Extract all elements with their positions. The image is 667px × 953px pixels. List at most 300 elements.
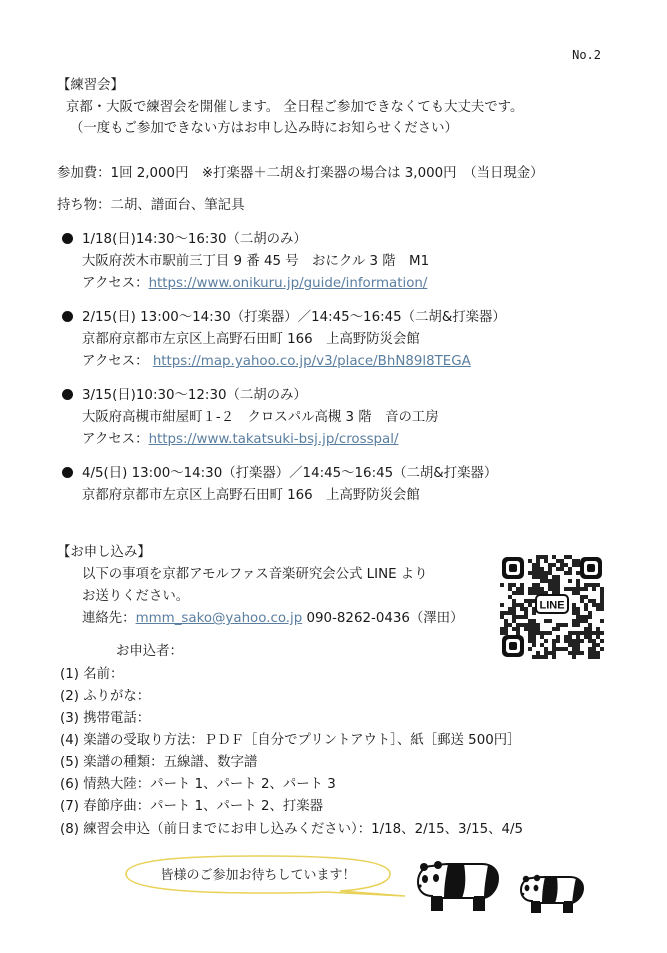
qr-module	[544, 571, 548, 575]
qr-module	[576, 619, 580, 623]
qr-module	[520, 603, 524, 607]
session-2-date: 2/15(日) 13:00～14:30（打楽器）／14:45～16:45（二胡&打楽器）	[82, 310, 506, 325]
qr-module	[532, 655, 536, 659]
session-2-access-link[interactable]: https://map.yahoo.co.jp/v3/place/BhN89l8TEGA	[152, 354, 471, 369]
qr-module	[576, 639, 580, 643]
qr-module	[552, 627, 556, 631]
qr-module	[588, 611, 592, 615]
qr-module	[560, 623, 564, 627]
qr-module	[596, 603, 600, 607]
qr-module	[552, 563, 556, 567]
qr-module	[508, 611, 512, 615]
qr-module	[588, 647, 592, 651]
qr-module	[564, 587, 568, 591]
qr-module	[532, 567, 536, 571]
qr-module	[580, 619, 584, 623]
qr-module	[588, 631, 592, 635]
qr-module	[532, 643, 536, 647]
qr-module	[544, 631, 548, 635]
qr-module	[596, 651, 600, 655]
session-1-access-link[interactable]: https://www.onikuru.jp/guide/information/	[148, 276, 428, 291]
qr-module	[600, 587, 604, 591]
contact-phone: 090-8262-0436（澤田）	[302, 611, 464, 626]
qr-module	[576, 607, 580, 611]
qr-module	[588, 627, 592, 631]
qr-module	[536, 587, 540, 591]
qr-module	[580, 639, 584, 643]
contact-email-link[interactable]: mmm_sako@yahoo.co.jp	[135, 611, 303, 626]
qr-module	[524, 611, 528, 615]
qr-module	[600, 599, 604, 603]
qr-module	[520, 587, 524, 591]
contact	[82, 607, 463, 626]
qr-module	[512, 627, 516, 631]
qr-module	[528, 635, 532, 639]
qr-module	[552, 575, 556, 579]
qr-module	[540, 575, 544, 579]
qr-module	[584, 587, 588, 591]
qr-module	[572, 651, 576, 655]
qr-module	[500, 615, 504, 619]
qr-module	[552, 647, 556, 651]
qr-module	[564, 635, 568, 639]
qr-module	[536, 563, 540, 567]
qr-module	[524, 615, 528, 619]
qr-module	[572, 587, 576, 591]
participation-fee: 参加費：1回 2,000円 ※打楽器＋二胡＆打楽器の場合は 3,000円 （当日現金）	[57, 166, 544, 181]
qr-module	[540, 579, 544, 583]
qr-module	[584, 619, 588, 623]
session-4-address: 京都府京都市左京区上高野石田町 166 上高野防災会館	[82, 488, 420, 503]
session-2-address: 京都府京都市左京区上高野石田町 166 上高野防災会館	[82, 332, 420, 347]
application-line-1: 以下の事項を京都アモルファス音楽研究会公式 LINE より	[82, 567, 428, 582]
callout-bubble	[120, 852, 420, 898]
qr-module	[536, 559, 540, 563]
qr-module	[588, 651, 592, 655]
qr-module	[584, 635, 588, 639]
qr-module	[504, 611, 508, 615]
qr-module	[512, 599, 516, 603]
qr-module	[576, 623, 580, 627]
qr-module	[592, 651, 596, 655]
items-to-bring: 持ち物：二胡、譜面台、筆記具	[57, 198, 245, 213]
application-line-2: お送りください。	[82, 589, 190, 604]
practice-intro-2: （一度もご参加できない方はお申し込み時にお知らせください）	[70, 121, 458, 136]
qr-module	[572, 619, 576, 623]
qr-line-label: LINE	[539, 599, 565, 612]
contact-label: 連絡先：	[82, 611, 136, 626]
qr-module	[532, 619, 536, 623]
qr-module	[504, 627, 508, 631]
qr-module	[524, 599, 528, 603]
bullet-icon	[62, 233, 73, 244]
session-3-access-link[interactable]: https://www.takatsuki-bsj.jp/crosspal/	[148, 432, 399, 447]
bullet-icon	[62, 467, 73, 478]
qr-module	[528, 559, 532, 563]
qr-module	[584, 603, 588, 607]
qr-module	[540, 631, 544, 635]
qr-module	[592, 603, 596, 607]
qr-module	[540, 555, 544, 559]
qr-module	[560, 563, 564, 567]
qr-module	[548, 571, 552, 575]
qr-module	[588, 639, 592, 643]
qr-module	[524, 623, 528, 627]
qr-module	[572, 647, 576, 651]
qr-module	[508, 623, 512, 627]
qr-module	[528, 603, 532, 607]
qr-module	[540, 587, 544, 591]
qr-module	[544, 647, 548, 651]
qr-module	[576, 651, 580, 655]
qr-module	[544, 655, 548, 659]
qr-module	[580, 587, 584, 591]
qr-module	[512, 591, 516, 595]
qr-module	[536, 631, 540, 635]
qr-module	[596, 635, 600, 639]
qr-module	[516, 587, 520, 591]
qr-module	[596, 631, 600, 635]
qr-module	[528, 587, 532, 591]
qr-module	[532, 635, 536, 639]
qr-module	[512, 615, 516, 619]
qr-module	[588, 615, 592, 619]
qr-module	[592, 647, 596, 651]
qr-module	[564, 639, 568, 643]
qr-module	[564, 555, 568, 559]
qr-module	[528, 647, 532, 651]
field-furigana: (2) ふりがな：	[60, 689, 151, 704]
qr-module	[568, 571, 572, 575]
footer-message: 皆様のご参加お待ちしています！	[160, 868, 356, 883]
qr-module	[532, 611, 536, 615]
qr-module	[564, 563, 568, 567]
qr-module	[528, 619, 532, 623]
panda-small-icon	[521, 875, 583, 912]
qr-module	[528, 591, 532, 595]
qr-module	[584, 607, 588, 611]
qr-module	[504, 631, 508, 635]
qr-module	[544, 555, 548, 559]
page-number: No.2	[572, 48, 601, 62]
qr-module	[584, 583, 588, 587]
practice-intro-1: 京都・大阪で練習会を開催します。 全日程ご参加できなくても大丈夫です。	[66, 100, 524, 115]
qr-module	[528, 599, 532, 603]
qr-module	[532, 591, 536, 595]
qr-module	[572, 559, 576, 563]
practice-heading: 【練習会】	[57, 78, 124, 93]
qr-module	[584, 631, 588, 635]
qr-module	[508, 607, 512, 611]
qr-module	[548, 619, 552, 623]
qr-module	[568, 639, 572, 643]
qr-module	[576, 635, 580, 639]
qr-module	[552, 655, 556, 659]
qr-module	[580, 595, 584, 599]
qr-module	[588, 655, 592, 659]
qr-module	[520, 583, 524, 587]
qr-module	[560, 559, 564, 563]
qr-module	[536, 583, 540, 587]
qr-module	[588, 599, 592, 603]
qr-module	[516, 623, 520, 627]
qr-module	[544, 579, 548, 583]
qr-module	[556, 627, 560, 631]
qr-module	[568, 643, 572, 647]
qr-module	[548, 587, 552, 591]
qr-module	[592, 583, 596, 587]
qr-module	[536, 651, 540, 655]
qr-module	[540, 635, 544, 639]
qr-module	[540, 567, 544, 571]
application-heading: 【お申し込み】	[57, 545, 151, 560]
qr-module	[536, 571, 540, 575]
qr-module	[576, 615, 580, 619]
qr-module	[592, 631, 596, 635]
qr-module	[600, 607, 604, 611]
qr-module	[536, 575, 540, 579]
qr-module	[572, 603, 576, 607]
session-3-access	[82, 428, 399, 447]
qr-module	[500, 631, 504, 635]
qr-module	[576, 559, 580, 563]
qr-module	[540, 571, 544, 575]
qr-module	[528, 639, 532, 643]
qr-module	[524, 607, 528, 611]
qr-module	[572, 563, 576, 567]
qr-module	[584, 595, 588, 599]
panda-large-icon	[418, 861, 498, 910]
qr-module	[576, 643, 580, 647]
qr-module	[576, 587, 580, 591]
qr-module	[556, 579, 560, 583]
qr-module	[536, 623, 540, 627]
qr-module	[580, 651, 584, 655]
session-4-date: 4/5(日) 13:00～14:30（打楽器）／14:45～16:45（二胡&打楽器）	[82, 466, 498, 481]
qr-module	[532, 575, 536, 579]
qr-module	[568, 635, 572, 639]
qr-module	[556, 623, 560, 627]
qr-module	[600, 603, 604, 607]
qr-module	[500, 611, 504, 615]
qr-module	[552, 643, 556, 647]
qr-module	[500, 603, 504, 607]
qr-module	[600, 619, 604, 623]
qr-module	[536, 655, 540, 659]
qr-module	[512, 603, 516, 607]
qr-module	[600, 595, 604, 599]
qr-module	[588, 623, 592, 627]
qr-module	[520, 607, 524, 611]
qr-module	[564, 647, 568, 651]
session-1-address: 大阪府茨木市駅前三丁目 9 番 45 号 おにクル 3 階 M1	[82, 254, 430, 269]
qr-module	[556, 587, 560, 591]
qr-module	[596, 607, 600, 611]
qr-module	[556, 575, 560, 579]
line-qr-code[interactable]	[500, 555, 604, 659]
qr-module	[596, 627, 600, 631]
qr-module	[532, 583, 536, 587]
qr-module	[568, 555, 572, 559]
qr-module	[528, 631, 532, 635]
qr-module	[540, 655, 544, 659]
qr-module	[532, 563, 536, 567]
qr-module	[544, 639, 548, 643]
qr-module	[528, 571, 532, 575]
qr-module	[504, 619, 508, 623]
qr-module	[576, 583, 580, 587]
qr-module	[560, 567, 564, 571]
field-score-type: (5) 楽譜の種類：五線譜、数字譜	[60, 755, 258, 770]
qr-module	[576, 647, 580, 651]
qr-module	[556, 583, 560, 587]
field-shunsetsu-jokyoku: (7) 春節序曲：パート 1、パート 2、打楽器	[60, 799, 324, 814]
qr-module	[508, 595, 512, 599]
qr-module	[576, 631, 580, 635]
qr-module	[564, 623, 568, 627]
session-3-address: 大阪府高槻市紺屋町１-２ クロスパル高槻 3 階 音の工房	[82, 410, 439, 425]
qr-module	[584, 615, 588, 619]
qr-module	[516, 615, 520, 619]
qr-module	[524, 627, 528, 631]
qr-module	[576, 571, 580, 575]
qr-module	[592, 643, 596, 647]
session-2-access	[82, 350, 471, 369]
access-label: アクセス：	[82, 432, 149, 447]
qr-module	[572, 623, 576, 627]
qr-module	[508, 583, 512, 587]
qr-module	[500, 583, 504, 587]
qr-module	[572, 607, 576, 611]
qr-module	[532, 627, 536, 631]
qr-module	[536, 555, 540, 559]
qr-module	[544, 575, 548, 579]
qr-module	[532, 587, 536, 591]
qr-module	[592, 599, 596, 603]
panda-illustration	[414, 858, 594, 918]
qr-module	[588, 635, 592, 639]
qr-module	[528, 627, 532, 631]
qr-module	[568, 587, 572, 591]
qr-module	[508, 587, 512, 591]
qr-module	[544, 619, 548, 623]
qr-module	[512, 611, 516, 615]
applicant-label: お申込者：	[116, 644, 183, 659]
qr-module	[512, 619, 516, 623]
qr-module	[520, 615, 524, 619]
qr-module	[548, 567, 552, 571]
qr-module	[584, 627, 588, 631]
qr-module	[532, 631, 536, 635]
access-label: アクセス：	[82, 354, 153, 369]
field-score-delivery: (4) 楽譜の受取り方法：ＰＤＦ［自分でプリントアウト］、紙［郵送 500円］	[60, 733, 521, 748]
qr-module	[572, 611, 576, 615]
qr-module	[548, 579, 552, 583]
qr-module	[532, 639, 536, 643]
qr-module	[596, 643, 600, 647]
qr-module	[516, 603, 520, 607]
qr-module	[572, 639, 576, 643]
qr-module	[512, 583, 516, 587]
field-mobile: (3) 携帯電話：	[60, 711, 151, 726]
qr-module	[516, 591, 520, 595]
qr-module	[556, 567, 560, 571]
qr-module	[568, 631, 572, 635]
qr-module	[580, 599, 584, 603]
qr-module	[552, 555, 556, 559]
field-practice-signup: (8) 練習会申込（前日までにお申し込みください）：1/18、2/15、3/15、4/5	[60, 822, 524, 837]
qr-module	[536, 567, 540, 571]
qr-module	[548, 631, 552, 635]
access-label: アクセス：	[82, 276, 149, 291]
qr-module	[544, 559, 548, 563]
qr-module	[600, 647, 604, 651]
qr-module	[532, 571, 536, 575]
qr-module	[576, 611, 580, 615]
qr-module	[592, 655, 596, 659]
qr-module	[568, 651, 572, 655]
qr-module	[552, 639, 556, 643]
qr-module	[536, 627, 540, 631]
qr-module	[588, 583, 592, 587]
bullet-icon	[62, 389, 73, 400]
qr-module	[516, 631, 520, 635]
qr-module	[552, 587, 556, 591]
qr-module	[556, 635, 560, 639]
qr-module	[568, 567, 572, 571]
qr-module	[592, 587, 596, 591]
qr-module	[600, 639, 604, 643]
qr-module	[572, 631, 576, 635]
qr-module	[500, 627, 504, 631]
qr-module	[576, 563, 580, 567]
qr-module	[552, 583, 556, 587]
qr-module	[552, 579, 556, 583]
qr-module	[564, 571, 568, 575]
qr-module	[544, 651, 548, 655]
qr-module	[548, 583, 552, 587]
qr-module	[512, 607, 516, 611]
qr-module	[516, 627, 520, 631]
qr-module	[596, 583, 600, 587]
qr-module	[572, 655, 576, 659]
qr-module	[560, 647, 564, 651]
qr-module	[528, 623, 532, 627]
field-name: (1) 名前：	[60, 667, 124, 682]
qr-module	[580, 615, 584, 619]
qr-module	[548, 563, 552, 567]
qr-module	[548, 651, 552, 655]
qr-module	[572, 591, 576, 595]
qr-module	[540, 643, 544, 647]
session-1-date: 1/18(日)14:30～16:30（二胡のみ）	[82, 232, 307, 247]
qr-module	[568, 579, 572, 583]
bullet-icon	[62, 311, 73, 322]
qr-module	[532, 623, 536, 627]
qr-module	[520, 591, 524, 595]
qr-module	[504, 623, 508, 627]
qr-module	[572, 643, 576, 647]
qr-module	[580, 631, 584, 635]
qr-module	[520, 623, 524, 627]
qr-module	[556, 639, 560, 643]
qr-module	[596, 655, 600, 659]
field-jonetsu-tairiku: (6) 情熱大陸：パート 1、パート 2、パート 3	[60, 777, 336, 792]
qr-module	[592, 639, 596, 643]
qr-module	[576, 591, 580, 595]
session-1-access	[82, 272, 427, 291]
qr-module	[576, 579, 580, 583]
